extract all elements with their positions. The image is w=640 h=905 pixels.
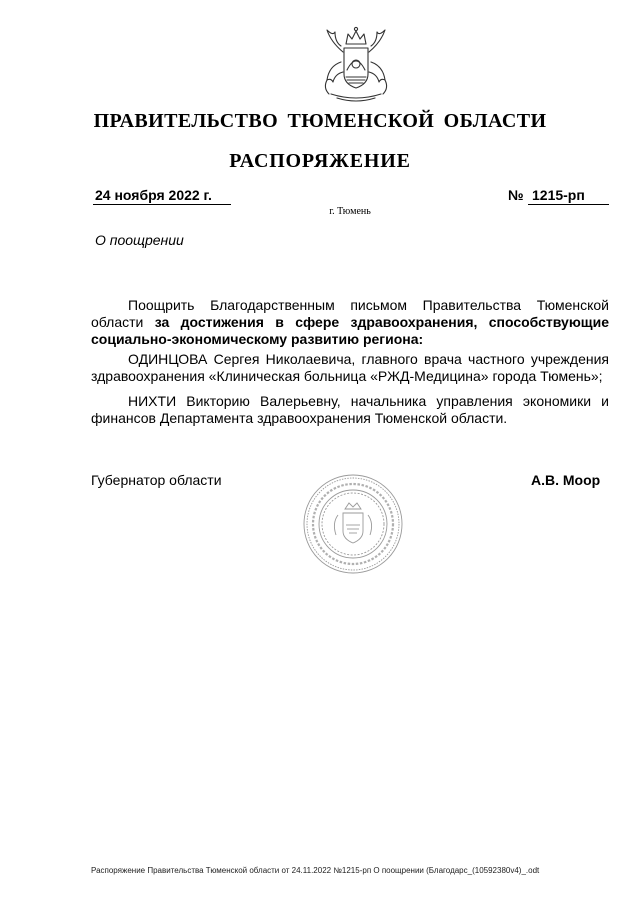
official-seal-icon: [302, 473, 404, 575]
paragraph-main: [91, 297, 609, 348]
paragraph-awardee-1: [91, 351, 609, 385]
document-type: РАСПОРЯЖЕНИЕ: [229, 150, 411, 172]
document-date: 24 ноября 2022 г.: [93, 187, 231, 205]
number-label: №: [508, 187, 524, 203]
document-number: 1215-рп: [528, 187, 609, 205]
city-name: г. Тюмень: [329, 206, 371, 217]
paragraph-awardee-2: [91, 393, 609, 427]
signatory-name: А.В. Моор: [531, 472, 601, 488]
awardee-1-text: ОДИНЦОВА Сергея Николаевича, главного врача частного учреждения здравоохранения «Клиническая больница «РЖД-Медицина» города Тюмень»;: [91, 351, 609, 384]
paragraph-main-bold: за достижения в сфере здравоохранения, способствующие социально-экономическому развитию региона:: [91, 314, 609, 347]
paragraph-main-start: Поощрить Благодарственным письмом Правительства Тюменской области: [91, 297, 609, 330]
awardee-2-text: НИХТИ Викторию Валерьевну, начальника управления экономики и финансов Департамента здравоохранения Тюменской области.: [91, 393, 609, 426]
footer-file-reference: Распоряжение Правительства Тюменской области от 24.11.2022 №1215-рп О поощрении (Благодарс_(10592380v4)_.odt: [91, 866, 540, 875]
organization-name: ПРАВИТЕЛЬСТВО ТЮМЕНСКОЙ ОБЛАСТИ: [93, 110, 547, 132]
signatory-title: Губернатор области: [91, 472, 222, 488]
coat-of-arms-icon: [313, 22, 399, 104]
document-subject: О поощрении: [95, 232, 184, 248]
